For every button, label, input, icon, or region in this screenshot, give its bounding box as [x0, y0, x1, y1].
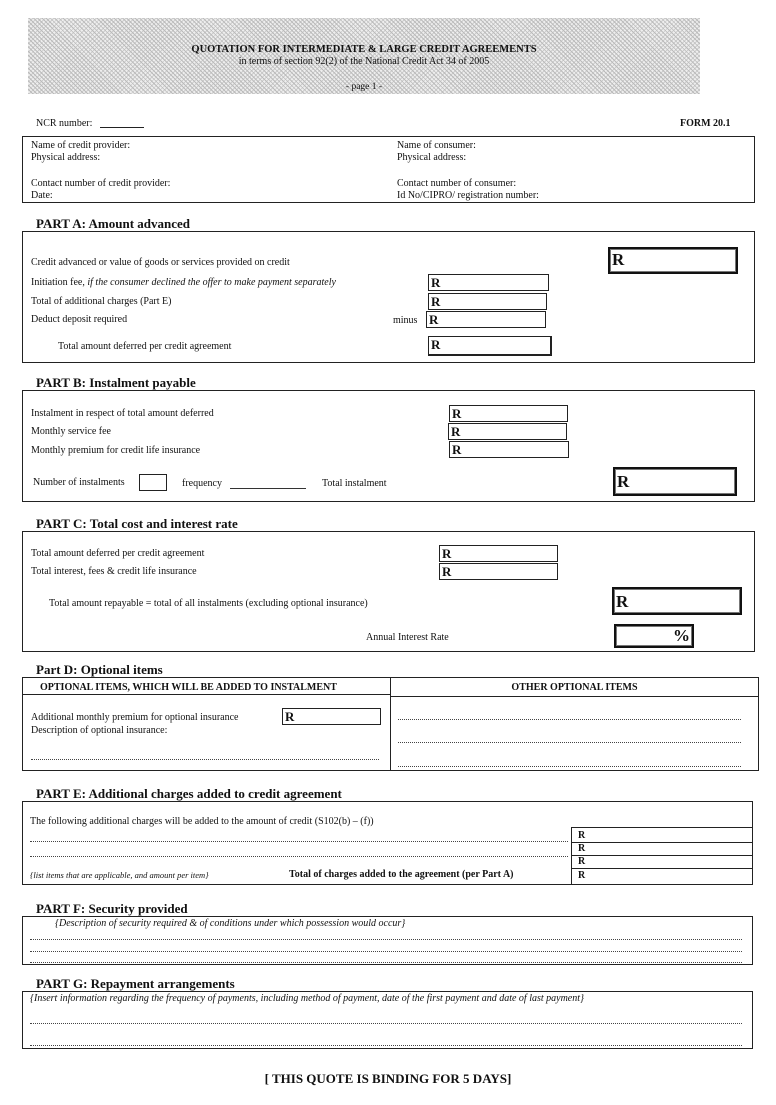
part-e-note: {list items that are applicable, and amount per item} [30, 870, 209, 880]
service-fee-field[interactable] [448, 423, 567, 440]
part-e-total-label: Total of charges added to the agreement (per Part A) [289, 869, 514, 880]
amount-deferred-label: Total amount deferred per credit agreement [31, 548, 205, 559]
annual-interest-rate-field[interactable] [614, 624, 694, 648]
charge-line-2[interactable] [30, 856, 568, 857]
currency-symbol: R [612, 250, 625, 269]
total-instalment-field[interactable] [613, 467, 737, 496]
provider-contact-label: Contact number of credit provider: [31, 178, 171, 189]
deposit-field[interactable] [426, 311, 546, 328]
form-number: FORM 20.1 [680, 118, 731, 129]
consumer-address-label: Physical address: [397, 152, 467, 163]
total-repayable-field[interactable] [612, 587, 742, 615]
annual-interest-rate-label: Annual Interest Rate [366, 632, 449, 643]
optional-premium-label: Additional monthly premium for optional insurance [31, 712, 239, 723]
other-optional-line-3[interactable] [398, 766, 741, 767]
part-d-header-rule-right [390, 696, 759, 697]
security-line-2[interactable] [30, 951, 742, 952]
charge-amount-3[interactable]: R [578, 856, 586, 867]
total-deferred-field[interactable] [428, 336, 552, 356]
total-deferred-label: Total amount deferred per credit agreement [58, 341, 232, 352]
instalment-field[interactable] [449, 405, 568, 422]
part-c-title: PART C: Total cost and interest rate [36, 516, 238, 531]
charges-amount-column [571, 827, 753, 885]
header-banner [28, 18, 700, 94]
additional-charges-label: Total of additional charges (Part E) [31, 296, 172, 307]
amount-deferred-field[interactable] [439, 545, 558, 562]
part-e-title: PART E: Additional charges added to credit agreement [36, 786, 342, 801]
other-optional-line-1[interactable] [398, 719, 741, 720]
service-fee-label: Monthly service fee [31, 426, 111, 437]
currency-symbol: R [431, 337, 441, 352]
currency-symbol: R [285, 709, 295, 724]
additional-charges-field[interactable] [428, 293, 547, 310]
security-line-3[interactable] [30, 962, 742, 963]
optional-description-label: Description of optional insurance: [31, 725, 168, 736]
instalment-label: Instalment in respect of total amount deferred [31, 408, 214, 419]
consumer-id-label: Id No/CIPRO/ registration number: [397, 190, 539, 201]
part-f-title: PART F: Security provided [36, 901, 188, 916]
security-line-1[interactable] [30, 939, 742, 940]
part-g-title: PART G: Repayment arrangements [36, 976, 235, 991]
currency-symbol: R [431, 275, 441, 290]
optional-items-header: OPTIONAL ITEMS, WHICH WILL BE ADDED TO INSTALMENT [40, 682, 337, 693]
repayment-line-2[interactable] [30, 1045, 742, 1046]
total-instalment-label: Total instalment [322, 478, 387, 489]
part-d-title: Part D: Optional items [36, 662, 163, 677]
deposit-label: Deduct deposit required [31, 314, 128, 325]
currency-symbol: R [617, 472, 630, 491]
percent-symbol: % [673, 626, 690, 645]
initiation-fee-field[interactable] [428, 274, 549, 291]
initiation-fee-note: if the consumer declined the offer to make payment separately [87, 277, 336, 288]
page-number: - page 1 - [345, 82, 383, 92]
charges-row-rule-3 [571, 868, 753, 869]
currency-symbol: R [431, 294, 441, 309]
life-premium-label: Monthly premium for credit life insurance [31, 445, 201, 456]
part-e-intro: The following additional charges will be added to the amount of credit (S102(b) – (f)) [30, 816, 374, 827]
initiation-fee-label [31, 277, 336, 288]
part-d-header-rule-left [22, 694, 390, 695]
initiation-fee-text: Initiation fee, [31, 277, 88, 288]
currency-symbol: R [429, 312, 439, 327]
form-title: QUOTATION FOR INTERMEDIATE & LARGE CREDIT AGREEMENTS [191, 44, 537, 55]
minus-label: minus [393, 315, 418, 326]
currency-symbol: R [452, 442, 462, 457]
interest-fees-label: Total interest, fees & credit life insurance [31, 566, 197, 577]
charges-row-rule-2 [571, 855, 753, 856]
repayment-line-1[interactable] [30, 1023, 742, 1024]
part-f-note: {Description of security required & of conditions under which possession would occur} [55, 918, 406, 929]
charge-line-1[interactable] [30, 841, 568, 842]
other-optional-items-header: OTHER OPTIONAL ITEMS [511, 682, 638, 693]
part-b-title: PART B: Instalment payable [36, 375, 196, 390]
consumer-contact-label: Contact number of consumer: [397, 178, 517, 189]
charge-amount-total[interactable]: R [578, 870, 586, 881]
credit-advanced-label: Credit advanced or value of goods or services provided on credit [31, 257, 290, 268]
charge-amount-1[interactable]: R [578, 830, 586, 841]
frequency-label: frequency [182, 478, 222, 489]
number-of-instalments-field[interactable] [139, 474, 167, 491]
provider-address-label: Physical address: [31, 152, 101, 163]
interest-fees-field[interactable] [439, 563, 558, 580]
ncr-number-field[interactable] [100, 127, 144, 128]
other-optional-line-2[interactable] [398, 742, 741, 743]
currency-symbol: R [442, 546, 452, 561]
parties-box [22, 136, 755, 203]
date-label: Date: [31, 190, 53, 201]
binding-notice: [ THIS QUOTE IS BINDING FOR 5 DAYS] [264, 1071, 512, 1086]
part-g-note: {Insert information regarding the frequency of payments, including method of payment, date of the first payment and date of last payment} [30, 993, 585, 1004]
currency-symbol: R [442, 564, 452, 579]
provider-name-label: Name of credit provider: [31, 140, 131, 151]
optional-description-line[interactable] [31, 759, 379, 760]
currency-symbol: R [616, 592, 629, 611]
currency-symbol: R [452, 406, 462, 421]
credit-advanced-field[interactable] [608, 247, 738, 274]
optional-premium-field[interactable] [282, 708, 381, 725]
charge-amount-2[interactable]: R [578, 843, 586, 854]
number-of-instalments-label: Number of instalments [33, 477, 125, 488]
life-premium-field[interactable] [449, 441, 569, 458]
frequency-field[interactable] [230, 488, 306, 489]
form-subtitle: in terms of section 92(2) of the National Credit Act 34 of 2005 [238, 56, 490, 67]
ncr-number-label: NCR number: [36, 118, 93, 129]
consumer-name-label: Name of consumer: [397, 140, 476, 151]
part-a-title: PART A: Amount advanced [36, 216, 191, 231]
currency-symbol: R [451, 424, 461, 439]
total-repayable-label: Total amount repayable = total of all instalments (excluding optional insurance) [49, 598, 368, 609]
charges-row-rule-1 [571, 842, 753, 843]
